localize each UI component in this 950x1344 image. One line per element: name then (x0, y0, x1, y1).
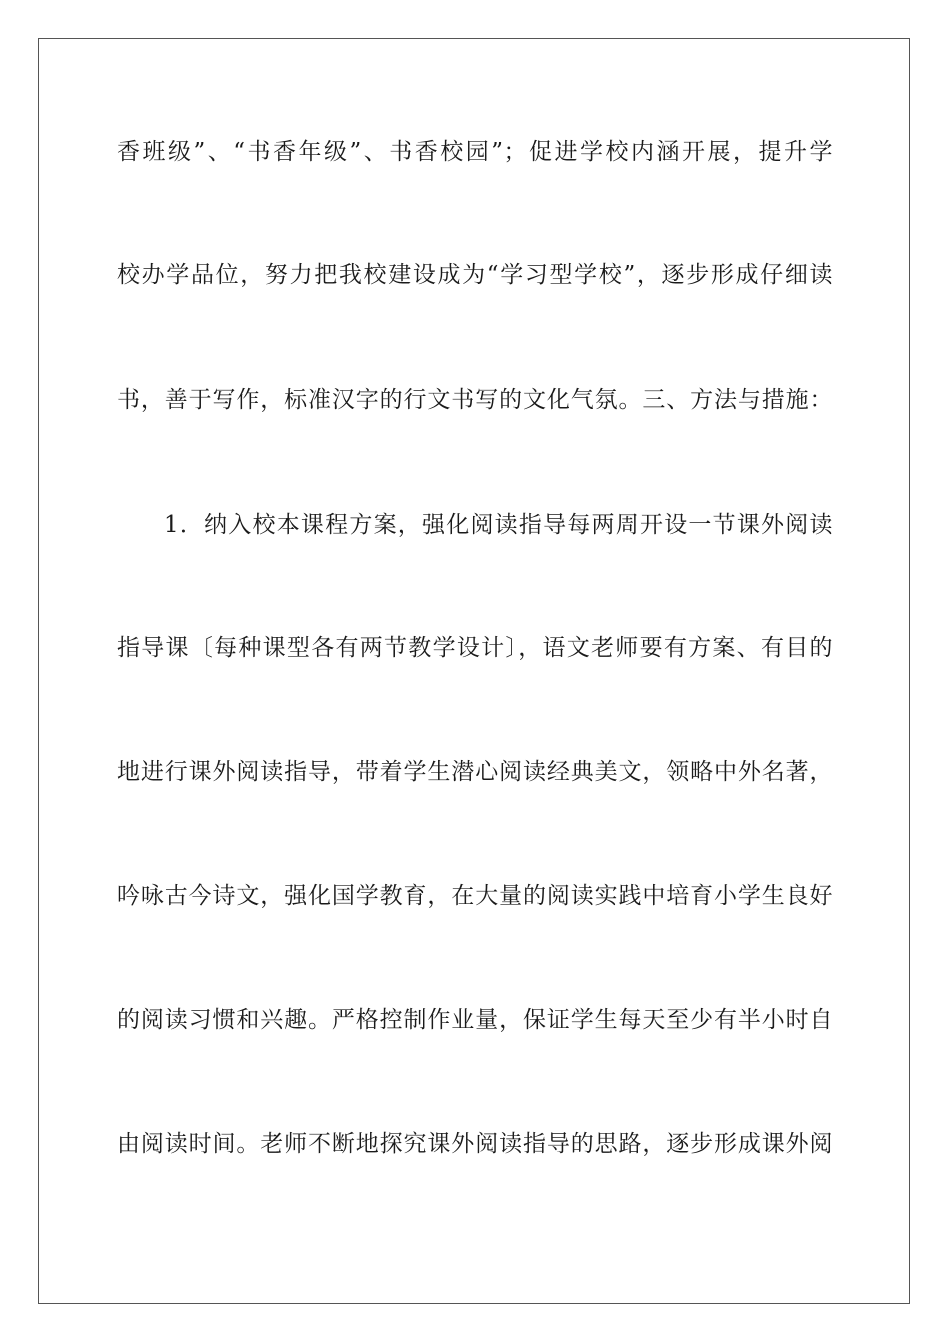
text-line-3: 书，善于写作，标准汉字的行文书写的文化气氛。三、方法与措施： (117, 387, 833, 413)
text-line-4: 1．纳入校本课程方案，强化阅读指导每两周开设一节课外阅读 (164, 512, 833, 538)
text-line-8: 的阅读习惯和兴趣。严格控制作业量，保证学生每天至少有半小时自 (117, 1007, 833, 1033)
text-line-5: 指导课〔每种课型各有两节教学设计〕，语文老师要有方案、有目的 (117, 635, 833, 661)
text-line-6: 地进行课外阅读指导，带着学生潜心阅读经典美文，领略中外名著， (117, 759, 833, 785)
page-border (38, 38, 910, 1304)
text-line-7: 吟咏古今诗文，强化国学教育，在大量的阅读实践中培育小学生良好 (117, 883, 833, 909)
text-line-9: 由阅读时间。老师不断地探究课外阅读指导的思路，逐步形成课外阅 (117, 1131, 833, 1157)
text-line-1: 香班级”、“书香年级”、书香校园”；促进学校内涵开展，提升学 (117, 139, 833, 165)
text-line-2: 校办学品位，努力把我校建设成为“学习型学校”，逐步形成仔细读 (117, 262, 833, 288)
